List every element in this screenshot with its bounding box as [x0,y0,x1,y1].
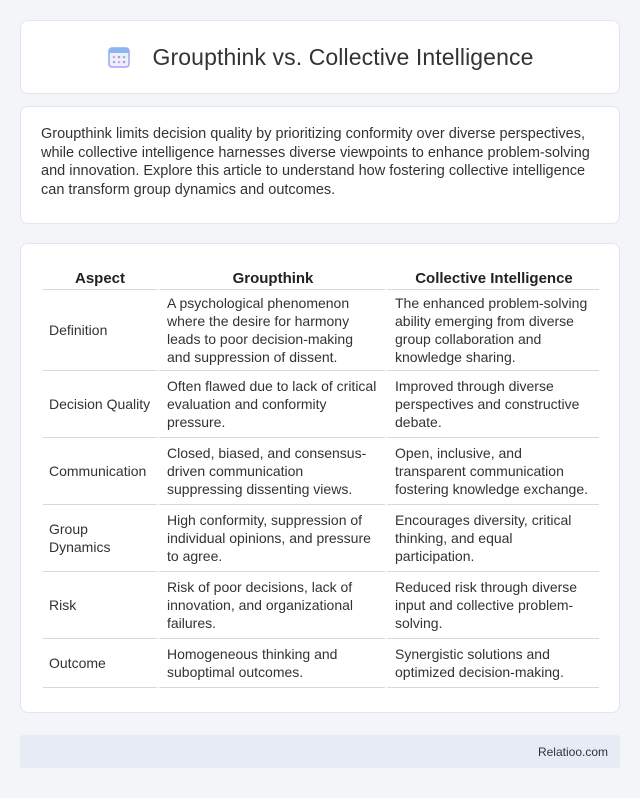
row-collective: Synergistic solutions and optimized decision-making. [385,639,599,688]
row-collective: Encourages diversity, critical thinking, and equal participation. [385,505,599,572]
title-card [20,20,620,94]
row-collective: Reduced risk through diverse input and collective problem-solving. [385,572,599,639]
footer-bar [20,735,620,768]
table-row [43,505,599,572]
row-groupthink: High conformity, suppression of individual opinions, and pressure to agree. [157,505,385,572]
table-header-row [43,266,599,290]
row-groupthink: Often flawed due to lack of critical evaluation and conformity pressure. [157,371,385,438]
table-row [43,572,599,639]
row-aspect: Outcome [43,639,157,688]
row-aspect: Group Dynamics [43,505,157,572]
intro-paragraph: Groupthink limits decision quality by prioritizing conformity over diverse perspectives, while collective intelligence harnesses diverse viewpoints to enhance problem-solving and innovation. Explore this article to understand how fostering collective intelligence can transform group dynamics and outcomes. [41,126,590,198]
comparison-table [43,266,599,688]
page-title: Groupthink vs. Collective Intelligence [152,43,534,70]
row-groupthink: Risk of poor decisions, lack of innovation, and organizational failures. [157,572,385,639]
table-row [43,438,599,505]
row-collective: Open, inclusive, and transparent communication fostering knowledge exchange. [385,438,599,505]
column-header-aspect: Aspect [43,266,157,290]
row-collective: Improved through diverse perspectives and constructive debate. [385,371,599,438]
table-row [43,639,599,688]
row-aspect: Communication [43,438,157,505]
row-aspect: Definition [43,290,157,371]
intro-card [20,106,620,224]
table-row [43,290,599,371]
footer-brand[interactable]: Relatioo.com [537,744,608,759]
row-aspect: Risk [43,572,157,639]
column-header-collective-intelligence: Collective Intelligence [385,266,599,290]
column-header-groupthink: Groupthink [157,266,385,290]
row-aspect: Decision Quality [43,371,157,438]
row-groupthink: Homogeneous thinking and suboptimal outcomes. [157,639,385,688]
comparison-card [20,243,620,713]
row-collective: The enhanced problem-solving ability emerging from diverse group collaboration and knowledge sharing. [385,290,599,371]
row-groupthink: Closed, biased, and consensus-driven communication suppressing dissenting views. [157,438,385,505]
table-row [43,371,599,438]
calendar-grid-icon [107,45,131,69]
row-groupthink: A psychological phenomenon where the desire for harmony leads to poor decision-making and suppression of dissent. [157,290,385,371]
